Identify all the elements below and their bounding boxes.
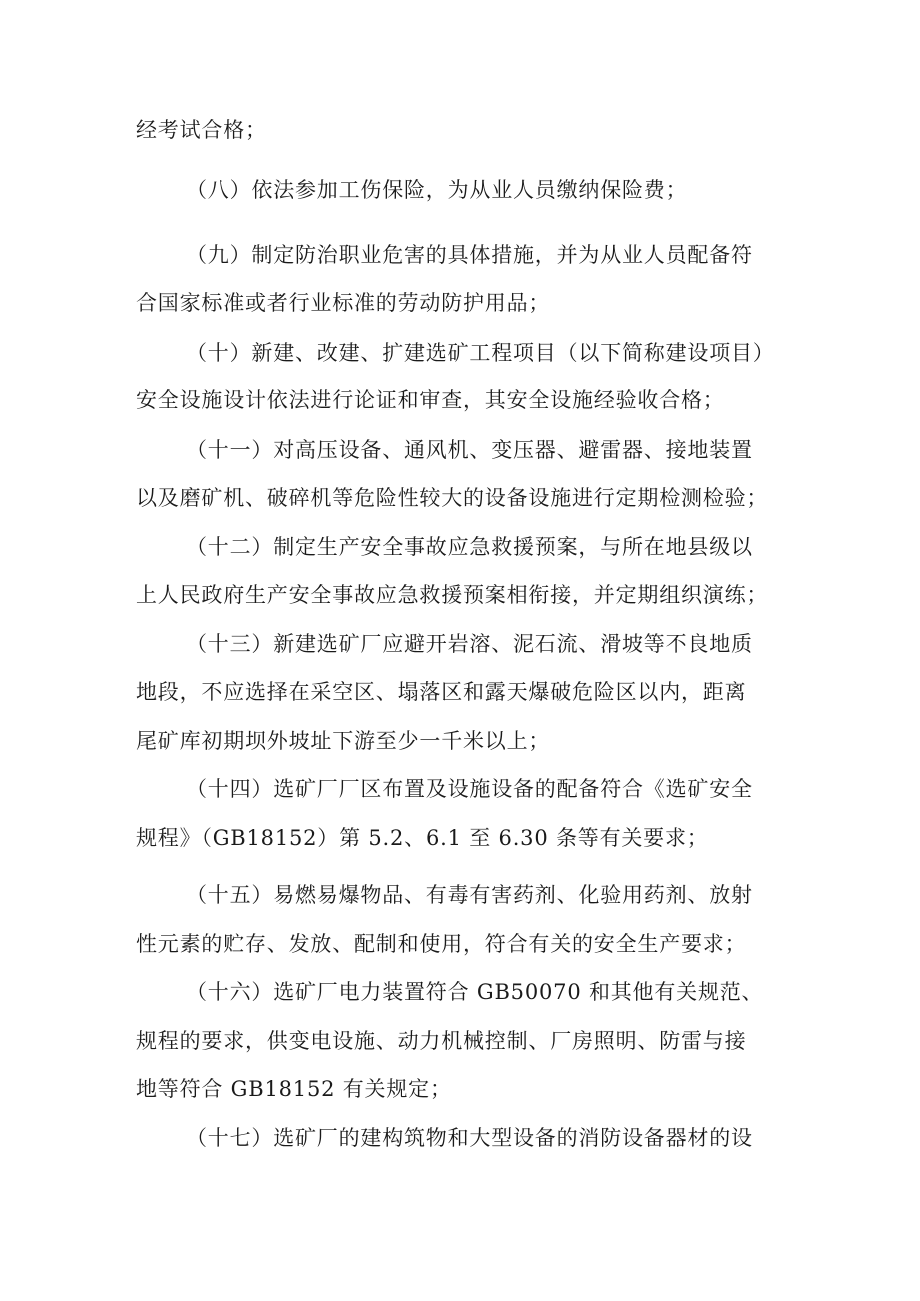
text-line-21: （十七）选矿厂的建构筑物和大型设备的消防设备器材的设	[186, 1126, 753, 1150]
text-line-19: 规程的要求，供变电设施、动力机械控制、厂房照明、防雷与接	[136, 1029, 747, 1053]
text-line-20: 地等符合 GB18152 有关规定；	[136, 1077, 452, 1101]
text-line-16: （十五）易燃易爆物品、有毒有害药剂、化验用药剂、放射	[186, 883, 753, 907]
text-line-3: （九）制定防治职业危害的具体措施，并为从业人员配备符	[186, 243, 753, 267]
text-line-12: 地段，不应选择在采空区、塌落区和露天爆破危险区以内，距离	[136, 680, 747, 704]
text-line-7: （十一）对高压设备、通风机、变压器、避雷器、接地装置	[186, 438, 753, 462]
text-line-13: 尾矿库初期坝外坡址下游至少一千米以上；	[136, 729, 551, 753]
text-line-15: 规程》（GB18152）第 5.2、6.1 至 6.30 条等有关要求；	[136, 826, 709, 850]
text-line-14: （十四）选矿厂厂区布置及设施设备的配备符合《选矿安全	[186, 777, 753, 801]
text-line-4: 合国家标准或者行业标准的劳动防护用品；	[136, 291, 551, 315]
text-line-5: （十）新建、改建、扩建选矿工程项目（以下简称建设项目）	[186, 341, 775, 365]
text-line-2: （八）依法参加工伤保险，为从业人员缴纳保险费；	[186, 178, 688, 202]
text-line-9: （十二）制定生产安全事故应急救援预案，与所在地县级以	[186, 535, 753, 559]
text-line-17: 性元素的贮存、发放、配制和使用，符合有关的安全生产要求；	[136, 932, 747, 956]
text-line-1: 经考试合格；	[136, 118, 267, 142]
text-line-8: 以及磨矿机、破碎机等危险性较大的设备设施进行定期检测检验；	[136, 486, 769, 510]
text-line-11: （十三）新建选矿厂应避开岩溶、泥石流、滑坡等不良地质	[186, 632, 753, 656]
text-line-6: 安全设施设计依法进行论证和审查，其安全设施经验收合格；	[136, 388, 725, 412]
text-line-18: （十六）选矿厂电力装置符合 GB50070 和其他有关规范、	[186, 980, 764, 1004]
text-line-10: 上人民政府生产安全事故应急救援预案相衔接，并定期组织演练；	[136, 583, 769, 607]
